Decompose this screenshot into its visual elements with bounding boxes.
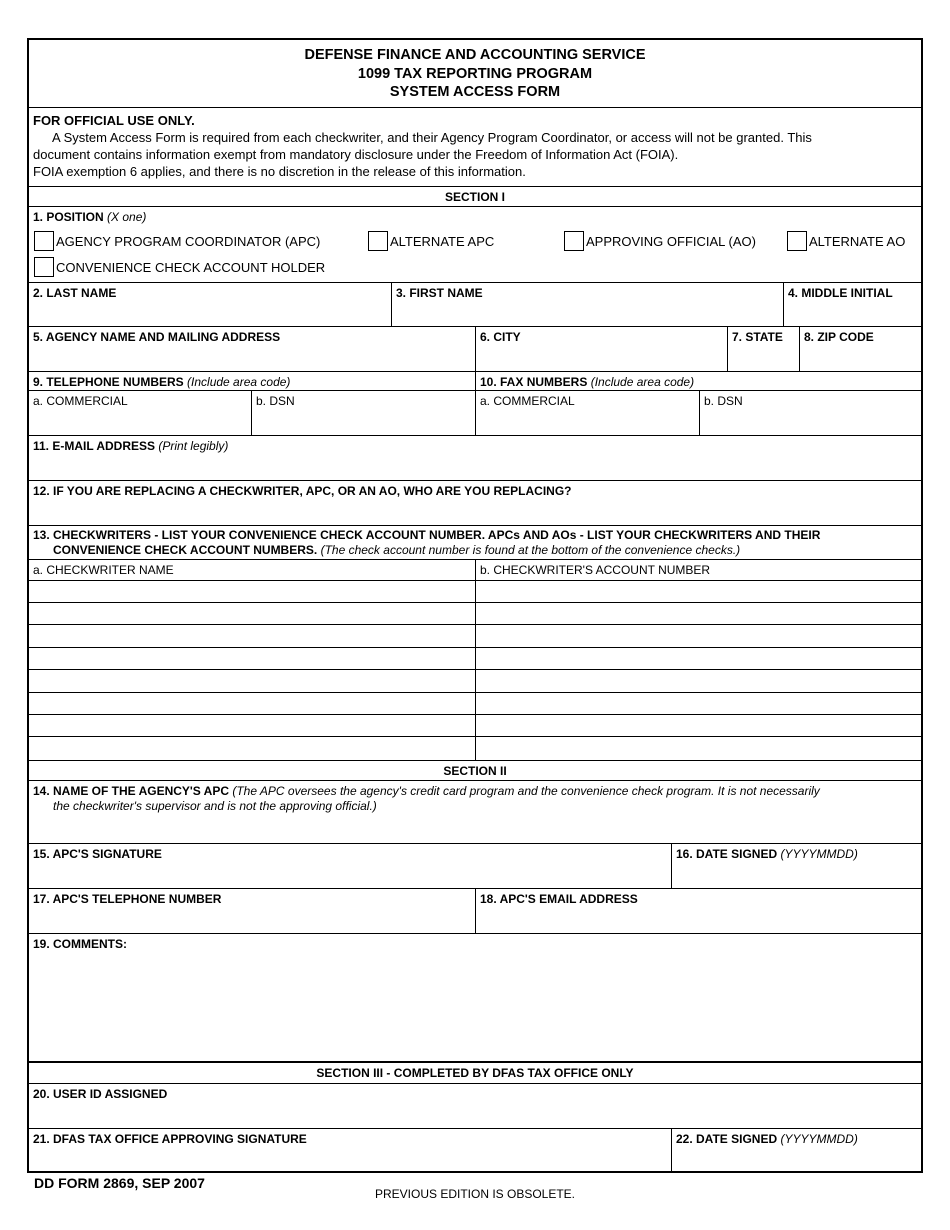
alternate-ao-checkbox[interactable] [787, 231, 807, 251]
state-label: 7. STATE [732, 330, 783, 344]
dfas-signature-row [29, 1128, 921, 1171]
phone-commercial-label: a. COMMERCIAL [33, 394, 128, 408]
replacing-field[interactable] [29, 480, 921, 525]
fax-commercial-field[interactable] [475, 391, 699, 435]
approving-official-option-label: APPROVING OFFICIAL (AO) [586, 234, 756, 249]
table-row[interactable] [29, 714, 921, 715]
checkwriter-name-header: a. CHECKWRITER NAME [33, 563, 174, 577]
notice-line-3: FOIA exemption 6 applies, and there is no discretion in the release of this information. [33, 164, 526, 179]
fax-label: 10. FAX NUMBERS (Include area code) [480, 375, 695, 389]
apc-contact-row [29, 888, 921, 933]
apc-phone-field[interactable] [29, 889, 475, 933]
phone-header [29, 372, 475, 390]
last-name-field[interactable] [29, 283, 391, 326]
header-agency: DEFENSE FINANCE AND ACCOUNTING SERVICE [304, 47, 646, 63]
comments-label: 19. COMMENTS: [33, 937, 128, 951]
apc-email-label: 18. APC'S EMAIL ADDRESS [480, 892, 638, 906]
alternate-apc-checkbox[interactable] [368, 231, 388, 251]
form-id: DD FORM 2869, SEP 2007 [34, 1175, 205, 1191]
phone-commercial-field[interactable] [29, 391, 251, 435]
phone-dsn-label: b. DSN [256, 394, 295, 408]
notice-title: FOR OFFICIAL USE ONLY. [33, 113, 195, 128]
checkwriters-line-2: CONVENIENCE CHECK ACCOUNT NUMBERS. (The check account number is found at the bottom of the convenience checks.) [53, 543, 741, 557]
system-access-form [27, 38, 923, 1173]
apc-phone-label: 17. APC'S TELEPHONE NUMBER [33, 892, 222, 906]
middle-initial-label: 4. MIDDLE INITIAL [788, 286, 893, 300]
table-row[interactable] [29, 669, 921, 670]
checkwriter-name-column [29, 560, 475, 760]
phone-fax-header-row [29, 371, 921, 390]
section-1-title: SECTION I [444, 190, 505, 204]
form-header [29, 40, 921, 107]
table-row[interactable] [29, 624, 921, 625]
phone-dsn-field[interactable] [251, 391, 475, 435]
user-id-field[interactable] [29, 1083, 921, 1128]
apc-name-hint: the checkwriter's supervisor and is not the approving official.) [53, 799, 377, 813]
zip-code-field[interactable] [799, 327, 921, 371]
phone-label: 9. TELEPHONE NUMBERS (Include area code) [33, 375, 291, 389]
fax-dsn-label: b. DSN [704, 394, 743, 408]
apc-signature-label: 15. APC'S SIGNATURE [33, 847, 162, 861]
table-row[interactable] [29, 647, 921, 648]
alternate-apc-option-label: ALTERNATE APC [390, 234, 495, 249]
address-row [29, 326, 921, 371]
apc-date-signed-field[interactable] [671, 844, 921, 888]
first-name-label: 3. FIRST NAME [396, 286, 483, 300]
checkwriter-account-header: b. CHECKWRITER'S ACCOUNT NUMBER [480, 563, 711, 577]
apc-signature-row [29, 843, 921, 888]
table-row[interactable] [29, 602, 921, 603]
notice-line-1: A System Access Form is required from each checkwriter, and their Agency Program Coordinator, or access will not be granted. This [52, 130, 812, 145]
apc-name-field[interactable] [29, 780, 921, 843]
checkwriter-account-column [475, 560, 921, 760]
official-use-notice [29, 107, 921, 186]
section-3-title: SECTION III - COMPLETED BY DFAS TAX OFFICE ONLY [316, 1066, 634, 1080]
header-form-title: SYSTEM ACCESS FORM [389, 84, 561, 100]
comments-field[interactable] [29, 933, 921, 1061]
apc-signature-field[interactable] [29, 844, 671, 888]
email-field[interactable] [29, 435, 921, 480]
user-id-label: 20. USER ID ASSIGNED [33, 1087, 168, 1101]
replacing-label: 12. IF YOU ARE REPLACING A CHECKWRITER, APC, OR AN AO, WHO ARE YOU REPLACING? [33, 484, 572, 498]
position-block [29, 206, 921, 282]
checkwriters-table [29, 559, 921, 760]
dfas-signature-field[interactable] [29, 1129, 671, 1171]
city-field[interactable] [475, 327, 727, 371]
first-name-field[interactable] [391, 283, 783, 326]
table-row[interactable] [29, 736, 921, 737]
alternate-ao-option-label: ALTERNATE AO [809, 234, 906, 249]
approving-official-checkbox[interactable] [564, 231, 584, 251]
section-3-header [29, 1061, 921, 1083]
header-program: 1099 TAX REPORTING PROGRAM [357, 65, 593, 82]
notice-line-2: document contains information exempt from mandatory disclosure under the Freedom of Information Act (FOIA). [33, 147, 679, 162]
fax-dsn-field[interactable] [699, 391, 921, 435]
section-1-header [29, 186, 921, 206]
zip-code-label: 8. ZIP CODE [804, 330, 874, 344]
last-name-label: 2. LAST NAME [33, 286, 117, 300]
table-row[interactable] [29, 580, 921, 581]
apc-checkbox[interactable] [34, 231, 54, 251]
apc-name-label: 14. NAME OF THE AGENCY'S APC (The APC oversees the agency's credit card program and the convenience check program. It is not necessarily [33, 784, 820, 798]
email-label: 11. E-MAIL ADDRESS (Print legibly) [33, 439, 229, 453]
agency-address-field[interactable] [29, 327, 475, 371]
fax-commercial-label: a. COMMERCIAL [480, 394, 575, 408]
obsolete-note: PREVIOUS EDITION IS OBSOLETE. [374, 1187, 576, 1201]
dfas-date-signed-label: 22. DATE SIGNED (YYYYMMDD) [676, 1132, 858, 1146]
apc-option-label: AGENCY PROGRAM COORDINATOR (APC) [56, 234, 321, 249]
section-2-title: SECTION II [443, 764, 507, 778]
apc-date-signed-label: 16. DATE SIGNED (YYYYMMDD) [676, 847, 858, 861]
fax-header [475, 372, 921, 390]
dfas-signature-label: 21. DFAS TAX OFFICE APPROVING SIGNATURE [33, 1132, 307, 1146]
city-label: 6. CITY [480, 330, 521, 344]
section-2-header [29, 760, 921, 780]
checkwriters-line-1: 13. CHECKWRITERS - LIST YOUR CONVENIENCE CHECK ACCOUNT NUMBER. APCs AND AOs - LIST YOUR CHECKWRITERS AND THEIR [33, 528, 821, 542]
agency-address-label: 5. AGENCY NAME AND MAILING ADDRESS [33, 330, 281, 344]
phone-fax-row [29, 390, 921, 435]
account-holder-checkbox[interactable] [34, 257, 54, 277]
dfas-date-signed-field[interactable] [671, 1129, 921, 1171]
name-row [29, 282, 921, 326]
apc-email-field[interactable] [475, 889, 921, 933]
checkwriters-instructions [29, 525, 921, 559]
state-field[interactable] [727, 327, 799, 371]
middle-initial-field[interactable] [783, 283, 921, 326]
position-label: 1. POSITION (X one) [33, 210, 147, 224]
table-row[interactable] [29, 692, 921, 693]
account-holder-option-label: CONVENIENCE CHECK ACCOUNT HOLDER [56, 260, 326, 275]
